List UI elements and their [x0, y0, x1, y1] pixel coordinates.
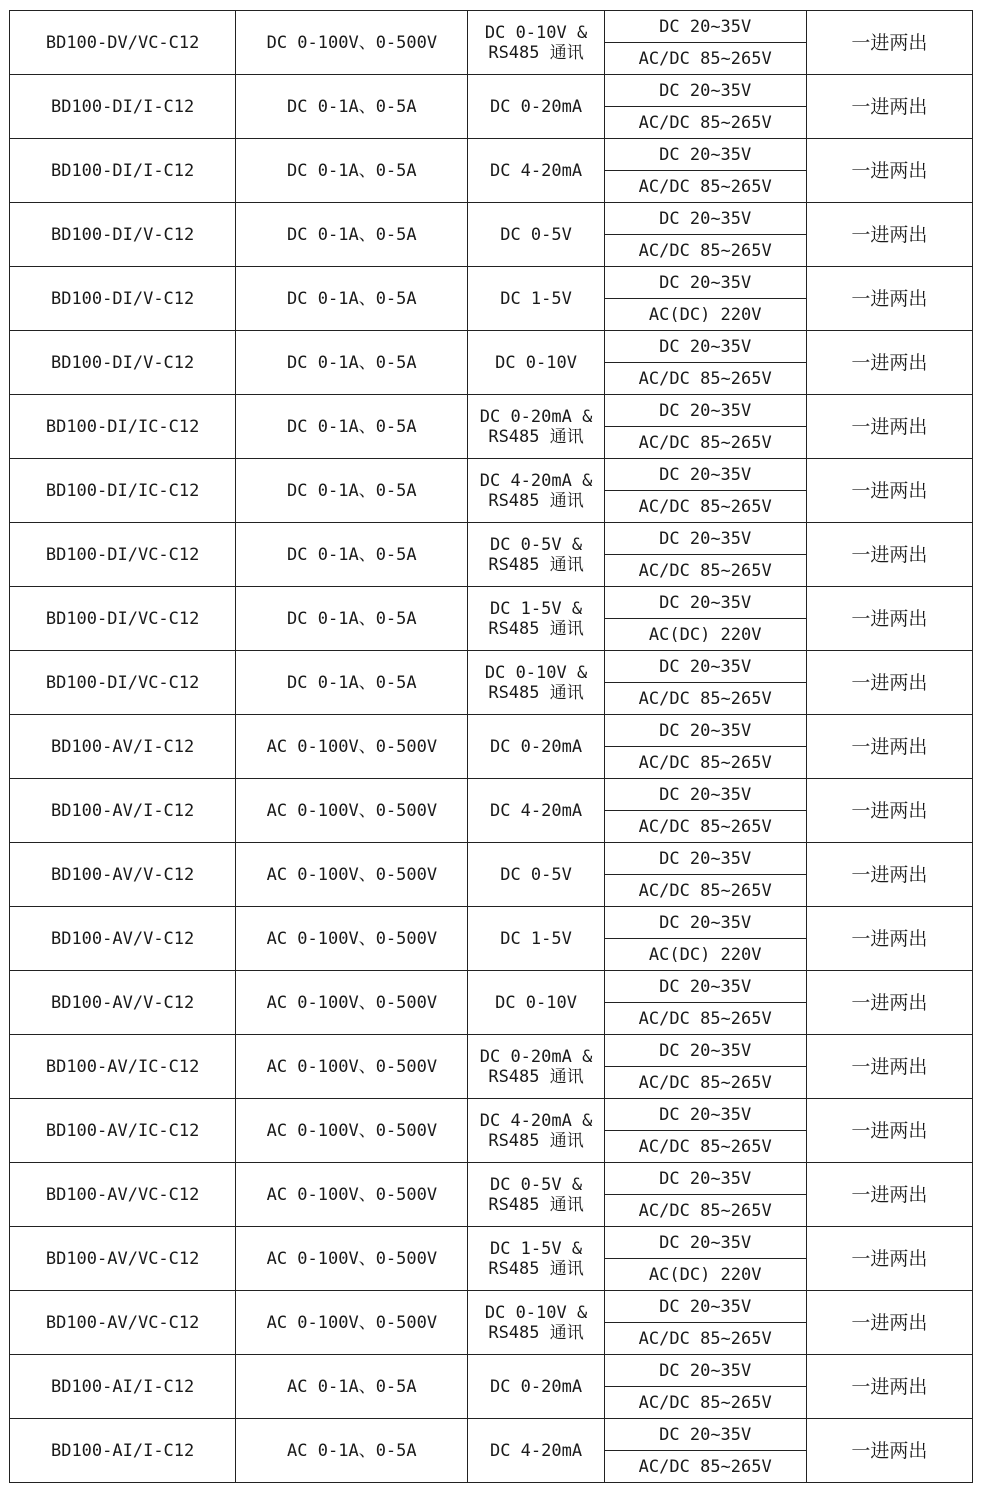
- output-line: DC 1-5V &: [489, 1238, 583, 1259]
- output-cell: [468, 587, 604, 651]
- model-cell: BD100-DI/V-C12: [10, 203, 236, 267]
- output-line: DC 1-5V: [500, 928, 572, 949]
- input-range-cell: DC 0-1A、0-5A: [236, 651, 468, 715]
- input-range-cell: AC 0-100V、0-500V: [236, 971, 468, 1035]
- power-supply-secondary-cell: AC/DC 85~265V: [604, 1323, 806, 1355]
- table-row: [10, 1419, 973, 1451]
- channel-type-cell: 一进两出: [806, 587, 972, 651]
- channel-type-cell: 一进两出: [806, 651, 972, 715]
- model-cell: BD100-AV/VC-C12: [10, 1227, 236, 1291]
- output-line: RS485 通讯: [488, 1130, 584, 1151]
- power-supply-primary-cell: DC 20~35V: [604, 11, 806, 43]
- table-row: [10, 907, 973, 939]
- spec-table: [9, 10, 973, 1483]
- power-supply-secondary-cell: AC/DC 85~265V: [604, 491, 806, 523]
- model-cell: BD100-DI/IC-C12: [10, 395, 236, 459]
- channel-type-cell: 一进两出: [806, 1099, 972, 1163]
- power-supply-primary-cell: DC 20~35V: [604, 203, 806, 235]
- output-line: DC 0-20mA: [489, 96, 583, 117]
- power-supply-secondary-cell: AC/DC 85~265V: [604, 555, 806, 587]
- output-line: DC 0-5V &: [489, 534, 583, 555]
- power-supply-primary-cell: DC 20~35V: [604, 1163, 806, 1195]
- power-supply-secondary-cell: AC(DC) 220V: [604, 299, 806, 331]
- output-line: DC 0-5V &: [489, 1174, 583, 1195]
- channel-type-cell: 一进两出: [806, 331, 972, 395]
- table-row: [10, 1163, 973, 1195]
- power-supply-secondary-cell: AC/DC 85~265V: [604, 1195, 806, 1227]
- output-line: DC 0-10V: [495, 992, 577, 1013]
- output-line: DC 0-10V: [495, 352, 577, 373]
- input-range-cell: AC 0-1A、0-5A: [236, 1419, 468, 1483]
- output-line: RS485 通讯: [488, 1258, 584, 1279]
- output-line: RS485 通讯: [488, 618, 584, 639]
- output-cell: [468, 651, 604, 715]
- input-range-cell: DC 0-1A、0-5A: [236, 203, 468, 267]
- power-supply-primary-cell: DC 20~35V: [604, 1291, 806, 1323]
- table-row: [10, 267, 973, 299]
- model-cell: BD100-DI/V-C12: [10, 267, 236, 331]
- power-supply-primary-cell: DC 20~35V: [604, 523, 806, 555]
- output-line: DC 0-5V: [500, 224, 572, 245]
- channel-type-cell: 一进两出: [806, 715, 972, 779]
- power-supply-primary-cell: DC 20~35V: [604, 971, 806, 1003]
- output-line: DC 4-20mA &: [479, 1110, 593, 1131]
- power-supply-secondary-cell: AC(DC) 220V: [604, 1259, 806, 1291]
- channel-type-cell: 一进两出: [806, 523, 972, 587]
- output-line: DC 4-20mA &: [479, 470, 593, 491]
- power-supply-primary-cell: DC 20~35V: [604, 459, 806, 491]
- power-supply-secondary-cell: AC(DC) 220V: [604, 619, 806, 651]
- input-range-cell: AC 0-100V、0-500V: [236, 843, 468, 907]
- output-line: DC 4-20mA: [489, 800, 583, 821]
- table-row: [10, 395, 973, 427]
- power-supply-secondary-cell: AC/DC 85~265V: [604, 1131, 806, 1163]
- channel-type-cell: 一进两出: [806, 907, 972, 971]
- power-supply-secondary-cell: AC/DC 85~265V: [604, 171, 806, 203]
- output-cell: [468, 1291, 604, 1355]
- model-cell: BD100-AV/V-C12: [10, 907, 236, 971]
- output-cell: [468, 1163, 604, 1227]
- output-line: DC 0-20mA: [489, 1376, 583, 1397]
- model-cell: BD100-AV/I-C12: [10, 779, 236, 843]
- output-line: DC 0-10V &: [484, 22, 588, 43]
- output-line: DC 0-10V &: [484, 1302, 588, 1323]
- table-row: [10, 715, 973, 747]
- output-cell: [468, 75, 604, 139]
- channel-type-cell: 一进两出: [806, 1035, 972, 1099]
- power-supply-primary-cell: DC 20~35V: [604, 715, 806, 747]
- output-cell: [468, 139, 604, 203]
- output-cell: [468, 715, 604, 779]
- output-cell: [468, 1035, 604, 1099]
- model-cell: BD100-AV/IC-C12: [10, 1035, 236, 1099]
- input-range-cell: DC 0-1A、0-5A: [236, 139, 468, 203]
- channel-type-cell: 一进两出: [806, 843, 972, 907]
- output-cell: [468, 1099, 604, 1163]
- table-row: [10, 779, 973, 811]
- model-cell: BD100-AV/I-C12: [10, 715, 236, 779]
- table-row: [10, 1035, 973, 1067]
- input-range-cell: DC 0-1A、0-5A: [236, 523, 468, 587]
- table-row: [10, 139, 973, 171]
- channel-type-cell: 一进两出: [806, 11, 972, 75]
- model-cell: BD100-AI/I-C12: [10, 1419, 236, 1483]
- output-line: DC 4-20mA: [489, 1440, 583, 1461]
- power-supply-secondary-cell: AC/DC 85~265V: [604, 427, 806, 459]
- channel-type-cell: 一进两出: [806, 1291, 972, 1355]
- output-line: RS485 通讯: [488, 1066, 584, 1087]
- input-range-cell: DC 0-1A、0-5A: [236, 75, 468, 139]
- power-supply-primary-cell: DC 20~35V: [604, 1035, 806, 1067]
- output-cell: [468, 843, 604, 907]
- model-cell: BD100-DI/I-C12: [10, 139, 236, 203]
- power-supply-secondary-cell: AC/DC 85~265V: [604, 811, 806, 843]
- output-cell: [468, 203, 604, 267]
- output-cell: [468, 1355, 604, 1419]
- input-range-cell: DC 0-1A、0-5A: [236, 267, 468, 331]
- channel-type-cell: 一进两出: [806, 1419, 972, 1483]
- channel-type-cell: 一进两出: [806, 267, 972, 331]
- output-cell: [468, 395, 604, 459]
- power-supply-primary-cell: DC 20~35V: [604, 587, 806, 619]
- input-range-cell: AC 0-100V、0-500V: [236, 715, 468, 779]
- output-cell: [468, 971, 604, 1035]
- channel-type-cell: 一进两出: [806, 1355, 972, 1419]
- output-line: DC 4-20mA: [489, 160, 583, 181]
- power-supply-secondary-cell: AC(DC) 220V: [604, 939, 806, 971]
- power-supply-secondary-cell: AC/DC 85~265V: [604, 107, 806, 139]
- output-line: RS485 通讯: [488, 1194, 584, 1215]
- model-cell: BD100-DI/V-C12: [10, 331, 236, 395]
- model-cell: BD100-AV/V-C12: [10, 971, 236, 1035]
- output-line: DC 0-20mA &: [479, 1046, 593, 1067]
- model-cell: BD100-DI/VC-C12: [10, 523, 236, 587]
- output-line: RS485 通讯: [488, 426, 584, 447]
- power-supply-secondary-cell: AC/DC 85~265V: [604, 363, 806, 395]
- output-line: RS485 通讯: [488, 42, 584, 63]
- table-row: [10, 1099, 973, 1131]
- output-cell: [468, 331, 604, 395]
- channel-type-cell: 一进两出: [806, 971, 972, 1035]
- model-cell: BD100-AV/IC-C12: [10, 1099, 236, 1163]
- input-range-cell: AC 0-100V、0-500V: [236, 1291, 468, 1355]
- channel-type-cell: 一进两出: [806, 139, 972, 203]
- output-line: DC 1-5V: [500, 288, 572, 309]
- power-supply-primary-cell: DC 20~35V: [604, 843, 806, 875]
- power-supply-secondary-cell: AC/DC 85~265V: [604, 235, 806, 267]
- output-cell: [468, 459, 604, 523]
- output-line: RS485 通讯: [488, 682, 584, 703]
- input-range-cell: AC 0-100V、0-500V: [236, 1227, 468, 1291]
- input-range-cell: AC 0-100V、0-500V: [236, 779, 468, 843]
- table-row: [10, 11, 973, 43]
- output-cell: [468, 11, 604, 75]
- output-line: DC 0-20mA &: [479, 406, 593, 427]
- model-cell: BD100-AV/VC-C12: [10, 1291, 236, 1355]
- model-cell: BD100-DI/IC-C12: [10, 459, 236, 523]
- table-row: [10, 1227, 973, 1259]
- input-range-cell: DC 0-1A、0-5A: [236, 395, 468, 459]
- power-supply-primary-cell: DC 20~35V: [604, 267, 806, 299]
- channel-type-cell: 一进两出: [806, 395, 972, 459]
- table-row: [10, 971, 973, 1003]
- input-range-cell: DC 0-1A、0-5A: [236, 587, 468, 651]
- power-supply-primary-cell: DC 20~35V: [604, 1355, 806, 1387]
- power-supply-secondary-cell: AC/DC 85~265V: [604, 1067, 806, 1099]
- channel-type-cell: 一进两出: [806, 1227, 972, 1291]
- power-supply-primary-cell: DC 20~35V: [604, 75, 806, 107]
- power-supply-secondary-cell: AC/DC 85~265V: [604, 1451, 806, 1483]
- channel-type-cell: 一进两出: [806, 203, 972, 267]
- output-line: DC 0-10V &: [484, 662, 588, 683]
- model-cell: BD100-AI/I-C12: [10, 1355, 236, 1419]
- output-cell: [468, 1419, 604, 1483]
- input-range-cell: AC 0-100V、0-500V: [236, 1035, 468, 1099]
- power-supply-primary-cell: DC 20~35V: [604, 651, 806, 683]
- input-range-cell: AC 0-100V、0-500V: [236, 907, 468, 971]
- channel-type-cell: 一进两出: [806, 1163, 972, 1227]
- output-line: DC 0-5V: [500, 864, 572, 885]
- power-supply-primary-cell: DC 20~35V: [604, 395, 806, 427]
- power-supply-secondary-cell: AC/DC 85~265V: [604, 1387, 806, 1419]
- power-supply-primary-cell: DC 20~35V: [604, 139, 806, 171]
- power-supply-primary-cell: DC 20~35V: [604, 331, 806, 363]
- power-supply-secondary-cell: AC/DC 85~265V: [604, 747, 806, 779]
- table-row: [10, 459, 973, 491]
- input-range-cell: AC 0-1A、0-5A: [236, 1355, 468, 1419]
- output-cell: [468, 267, 604, 331]
- table-row: [10, 331, 973, 363]
- channel-type-cell: 一进两出: [806, 459, 972, 523]
- power-supply-primary-cell: DC 20~35V: [604, 1227, 806, 1259]
- input-range-cell: DC 0-1A、0-5A: [236, 459, 468, 523]
- table-row: [10, 651, 973, 683]
- output-line: DC 1-5V &: [489, 598, 583, 619]
- output-line: DC 0-20mA: [489, 736, 583, 757]
- table-row: [10, 1355, 973, 1387]
- input-range-cell: DC 0-1A、0-5A: [236, 331, 468, 395]
- output-cell: [468, 1227, 604, 1291]
- model-cell: BD100-AV/VC-C12: [10, 1163, 236, 1227]
- table-row: [10, 1291, 973, 1323]
- spec-table-body: [10, 11, 973, 1483]
- power-supply-secondary-cell: AC/DC 85~265V: [604, 875, 806, 907]
- input-range-cell: DC 0-100V、0-500V: [236, 11, 468, 75]
- output-line: RS485 通讯: [488, 1322, 584, 1343]
- table-row: [10, 203, 973, 235]
- output-line: RS485 通讯: [488, 554, 584, 575]
- table-row: [10, 587, 973, 619]
- model-cell: BD100-DV/VC-C12: [10, 11, 236, 75]
- model-cell: BD100-DI/VC-C12: [10, 651, 236, 715]
- output-cell: [468, 779, 604, 843]
- channel-type-cell: 一进两出: [806, 75, 972, 139]
- power-supply-secondary-cell: AC/DC 85~265V: [604, 43, 806, 75]
- table-row: [10, 75, 973, 107]
- power-supply-primary-cell: DC 20~35V: [604, 907, 806, 939]
- table-row: [10, 523, 973, 555]
- channel-type-cell: 一进两出: [806, 779, 972, 843]
- output-cell: [468, 907, 604, 971]
- power-supply-primary-cell: DC 20~35V: [604, 1099, 806, 1131]
- output-cell: [468, 523, 604, 587]
- power-supply-secondary-cell: AC/DC 85~265V: [604, 683, 806, 715]
- input-range-cell: AC 0-100V、0-500V: [236, 1163, 468, 1227]
- model-cell: BD100-AV/V-C12: [10, 843, 236, 907]
- input-range-cell: AC 0-100V、0-500V: [236, 1099, 468, 1163]
- output-line: RS485 通讯: [488, 490, 584, 511]
- table-row: [10, 843, 973, 875]
- power-supply-secondary-cell: AC/DC 85~265V: [604, 1003, 806, 1035]
- power-supply-primary-cell: DC 20~35V: [604, 1419, 806, 1451]
- model-cell: BD100-DI/VC-C12: [10, 587, 236, 651]
- model-cell: BD100-DI/I-C12: [10, 75, 236, 139]
- power-supply-primary-cell: DC 20~35V: [604, 779, 806, 811]
